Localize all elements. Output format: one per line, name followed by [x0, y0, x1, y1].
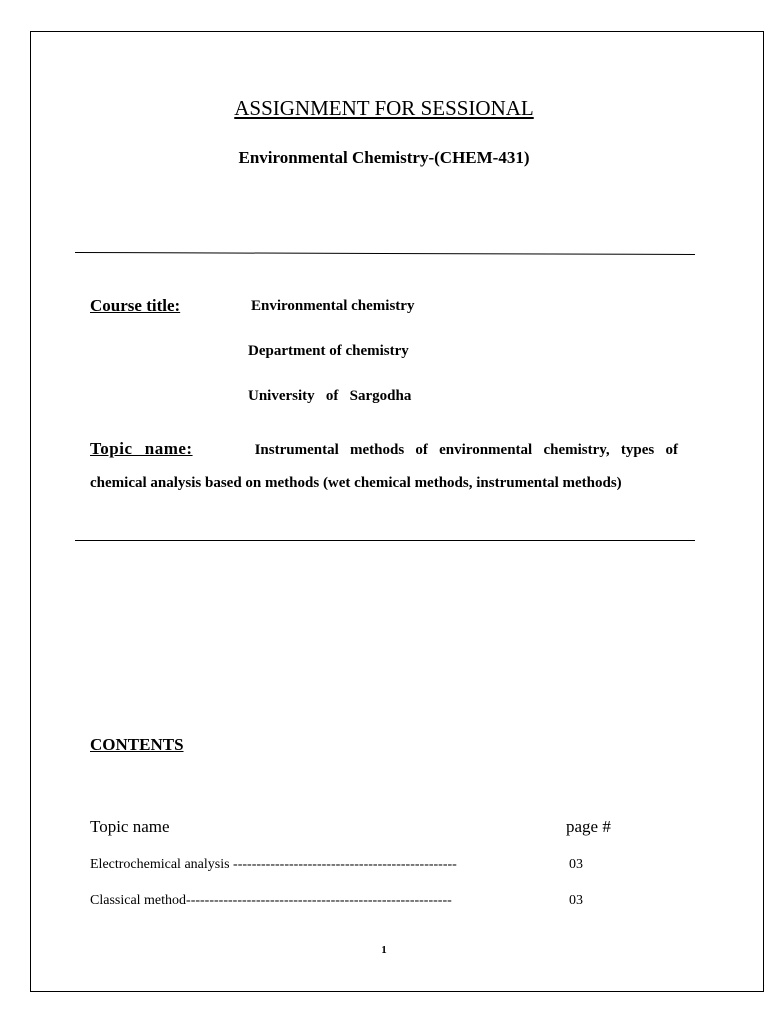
course-title-value: Environmental chemistry	[251, 298, 415, 314]
toc-column-topic: Topic name	[90, 817, 170, 836]
toc-entry-text: Electrochemical analysis ------------------------------------------------	[90, 857, 457, 872]
course-title-label: Course title:	[90, 296, 181, 315]
toc-entry-text: Classical method---------------------------------------------------------	[90, 893, 452, 908]
document-subtitle: Environmental Chemistry-(CHEM-431)	[238, 148, 530, 167]
divider-bottom	[75, 540, 695, 541]
toc-entry-page: 03	[569, 893, 583, 908]
department-name: Department of chemistry	[248, 343, 409, 359]
topic-name-value: Instrumental methods of environmental chemistry, types of chemical analysis based on methods (wet chemical methods, instrumental methods)	[90, 442, 679, 491]
toc-column-page: page #	[566, 817, 611, 836]
toc-entry-page: 03	[569, 857, 583, 872]
topic-block	[90, 432, 678, 500]
page-border	[30, 31, 764, 992]
document-title: ASSIGNMENT FOR SESSIONAL	[234, 96, 534, 120]
page-number: 1	[381, 944, 387, 956]
topic-name-label: Topic name:	[90, 439, 193, 458]
contents-heading: CONTENTS	[90, 735, 184, 754]
university-name: University of Sargodha	[248, 388, 412, 404]
